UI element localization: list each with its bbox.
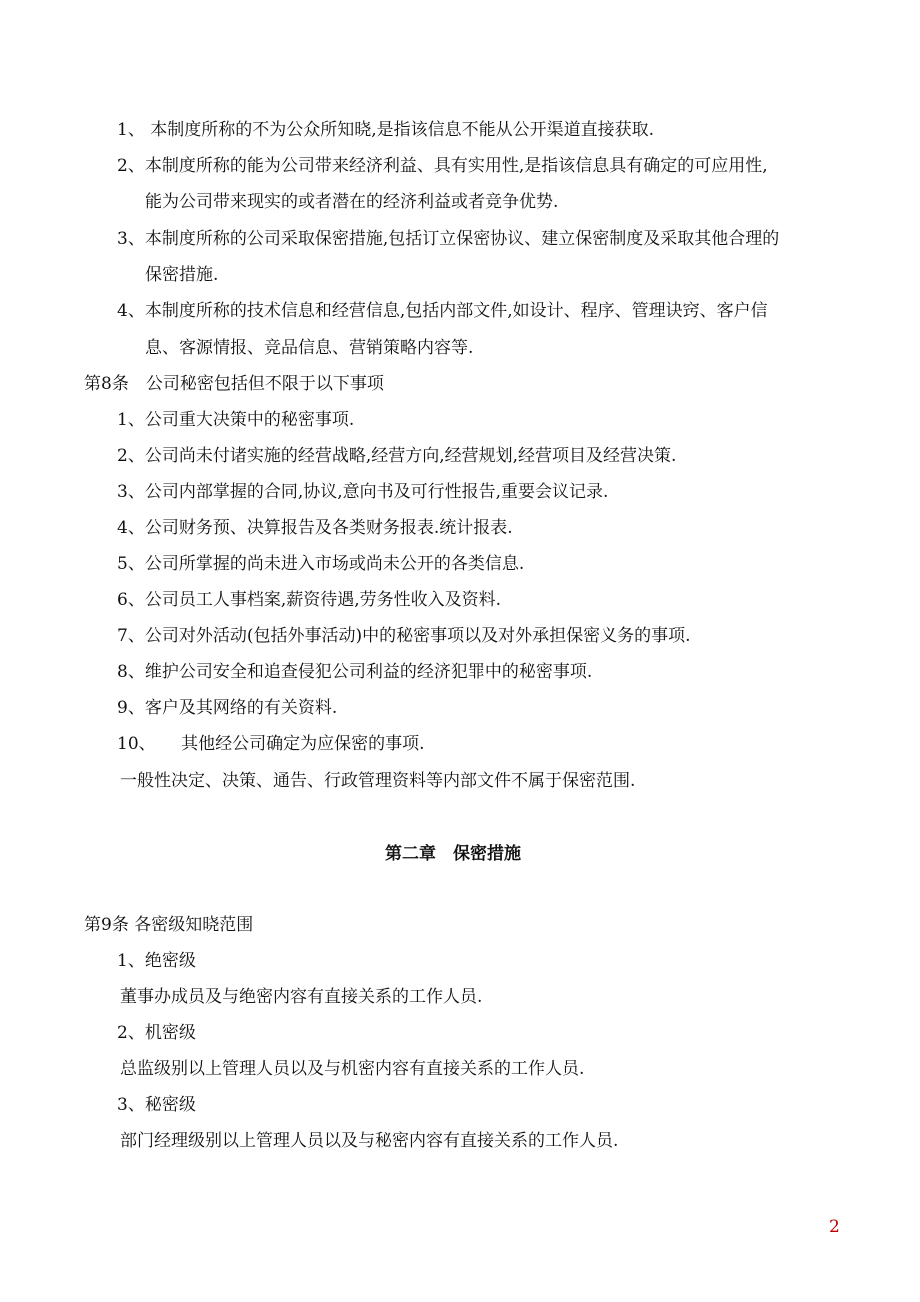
level-secret-scope: 部门经理级别以上管理人员以及与秘密内容有直接关系的工作人员.: [120, 1131, 619, 1151]
article-8-item-5: 5、公司所掌握的尚未进入市场或尚未公开的各类信息.: [117, 554, 525, 574]
clause-1: 1、 本制度所称的不为公众所知晓,是指该信息不能从公开渠道直接获取.: [117, 120, 655, 140]
clause-3: 3、本制度所称的公司采取保密措施,包括订立保密协议、建立保密制度及采取其他合理的: [117, 229, 780, 249]
chapter-title: 第二章 保密措施: [385, 844, 521, 864]
level-top-secret-scope: 董事办成员及与绝密内容有直接关系的工作人员.: [120, 987, 483, 1007]
article-8-item-2: 2、公司尚未付诸实施的经营战略,经营方向,经营规划,经营项目及经营决策.: [117, 446, 677, 466]
article-8-item-3: 3、公司内部掌握的合同,协议,意向书及可行性报告,重要会议记录.: [117, 482, 609, 502]
article-8-item-4: 4、公司财务预、决算报告及各类财务报表.统计报表.: [117, 518, 513, 538]
article-8-heading: 第8条 公司秘密包括但不限于以下事项: [84, 374, 384, 394]
article-8-note: 一般性决定、决策、通告、行政管理资料等内部文件不属于保密范围.: [120, 771, 636, 791]
article-8-item-9: 9、客户及其网络的有关资料.: [117, 698, 338, 718]
clause-2-continued: 能为公司带来现实的或者潜在的经济利益或者竞争优势.: [145, 192, 559, 212]
level-secret: 3、秘密级: [117, 1095, 196, 1115]
clause-4: 4、本制度所称的技术信息和经营信息,包括内部文件,如设计、程序、管理诀窍、客户信: [117, 301, 768, 321]
clause-2: 2、本制度所称的能为公司带来经济利益、具有实用性,是指该信息具有确定的可应用性,: [117, 156, 768, 176]
article-8-item-1: 1、公司重大决策中的秘密事项.: [117, 410, 355, 430]
clause-4-continued: 息、客源情报、竞品信息、营销策略内容等.: [145, 338, 474, 358]
clause-3-continued: 保密措施.: [145, 265, 219, 285]
level-confidential: 2、机密级: [117, 1023, 196, 1043]
article-8-item-10: 10、 其他经公司确定为应保密的事项.: [117, 734, 425, 754]
page-number: 2: [829, 1217, 840, 1237]
article-8-item-8: 8、维护公司安全和追查侵犯公司利益的经济犯罪中的秘密事项.: [117, 662, 593, 682]
article-8-item-6: 6、公司员工人事档案,薪资待遇,劳务性收入及资料.: [117, 590, 502, 610]
level-top-secret: 1、绝密级: [117, 951, 196, 971]
article-9-heading: 第9条 各密级知晓范围: [84, 915, 254, 935]
article-8-item-7: 7、公司对外活动(包括外事活动)中的秘密事项以及对外承担保密义务的事项.: [117, 626, 691, 646]
level-confidential-scope: 总监级别以上管理人员以及与机密内容有直接关系的工作人员.: [120, 1059, 585, 1079]
